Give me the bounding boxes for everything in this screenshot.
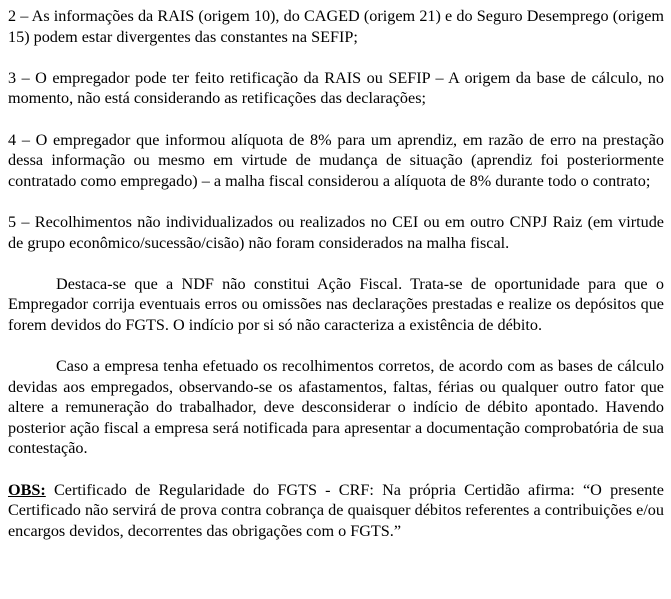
paragraph-ndf-notice: Destaca-se que a NDF não constitui Ação Fiscal. Trata-se de oportunidade para que o Empregador corrija eventuais erros ou omissões nas declarações prestadas e realize os depósitos que forem devidos do FGTS. O indício por si só não caracteriza a existência de débito.	[8, 274, 664, 334]
obs-label: OBS:	[8, 480, 46, 499]
list-item-3: 3 – O empregador pode ter feito retificação da RAIS ou SEFIP – A origem da base de cálculo, no momento, não está considerando as retificações das declarações;	[8, 68, 664, 108]
obs-paragraph	[8, 480, 664, 542]
paragraph-correct-payments: Caso a empresa tenha efetuado os recolhimentos corretos, de acordo com as bases de cálculo devidas aos empregados, observando-se os afastamentos, faltas, férias ou qualquer outro fator que altere a remuneração do trabalhador, deve desconsiderar o indício de débito apontado. Havendo posterior ação fiscal a empresa será notificada para apresentar a documentação comprobatória de sua contestação.	[8, 357, 664, 458]
list-item-4: 4 – O empregador que informou alíquota de 8% para um aprendiz, em razão de erro na prestação dessa informação ou mesmo em virtude de mudança de situação (aprendiz foi posteriormente contratado como empregado) – a malha fiscal considerou a alíquota de 8% durante todo o contrato;	[8, 130, 664, 190]
obs-text: Certificado de Regularidade do FGTS - CRF: Na própria Certidão afirma: “O presente Certificado não servirá de prova contra cobrança de quaisquer débitos referentes a contribuições e/ou encargos devidos, decorrentes das obrigações com o FGTS.”	[8, 480, 664, 540]
list-item-5: 5 – Recolhimentos não individualizados ou realizados no CEI ou em outro CNPJ Raiz (em virtude de grupo econômico/sucessão/cisão) não foram considerados na malha fiscal.	[8, 212, 664, 252]
list-item-2: 2 – As informações da RAIS (origem 10), do CAGED (origem 21) e do Seguro Desemprego (origem 15) podem estar divergentes das constantes na SEFIP;	[8, 7, 664, 46]
